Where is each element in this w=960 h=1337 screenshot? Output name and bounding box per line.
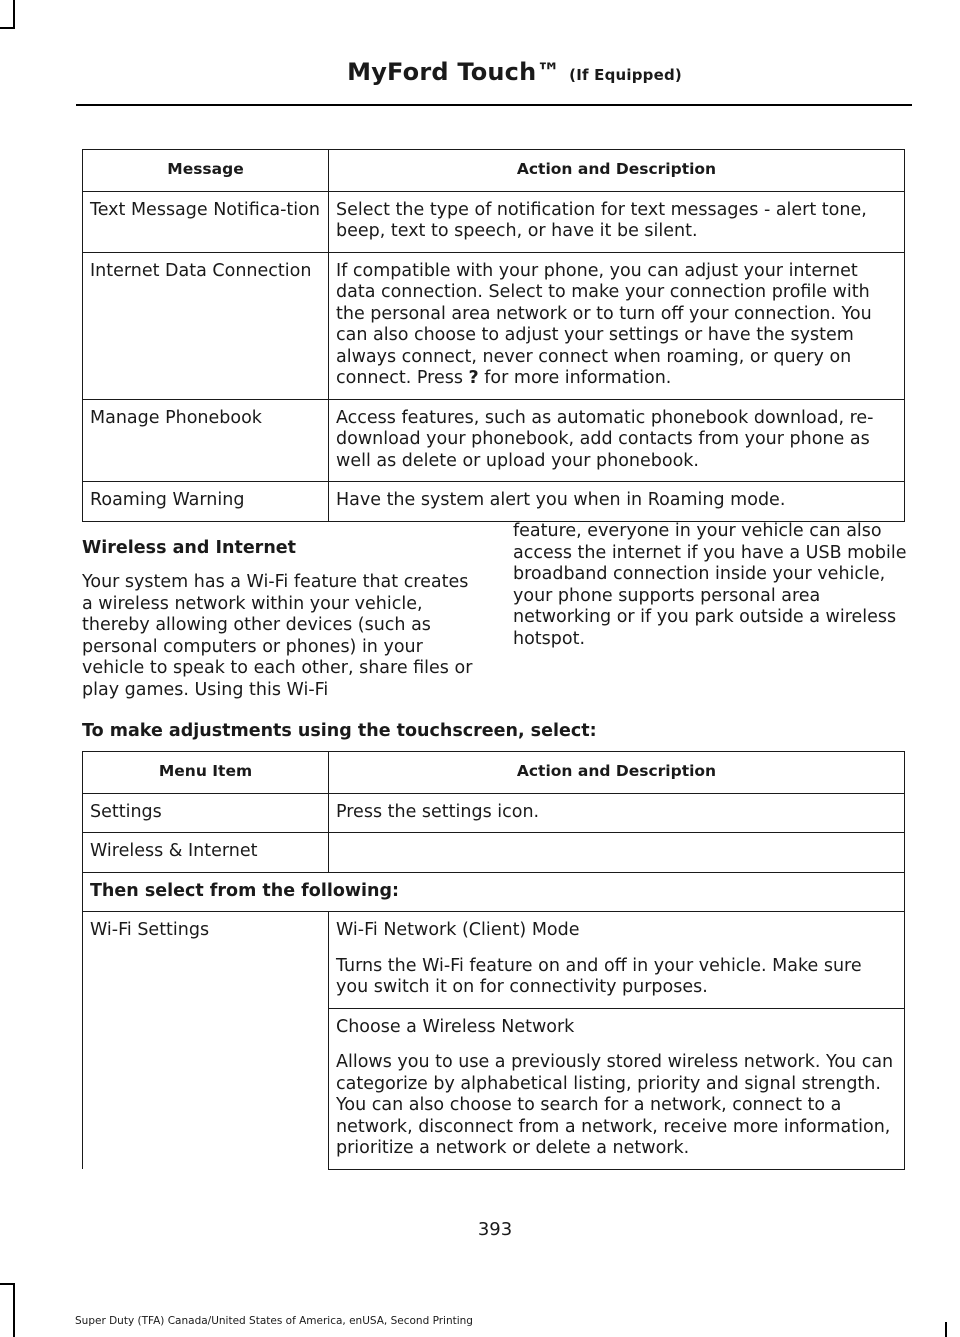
action-cell [329, 1008, 905, 1169]
column-header: Message [83, 150, 329, 192]
message-cell: Manage Phonebook [83, 399, 329, 482]
crop-mark [0, 27, 15, 29]
table-row [83, 793, 905, 833]
section-heading: Wireless and Internet [82, 538, 297, 558]
crop-mark [13, 0, 15, 27]
table-header-row [83, 150, 905, 192]
menu-item-cell: Wi-Fi Settings [83, 912, 329, 1170]
action-cell [329, 912, 905, 1009]
then-select-cell: Then select from the following: [83, 872, 905, 912]
crop-mark [13, 1283, 15, 1337]
table-row [83, 252, 905, 399]
menu-item-cell: Wireless & Internet [83, 833, 329, 873]
menu-table [82, 751, 905, 1170]
page-title [347, 58, 682, 86]
option-title: Wi-Fi Network (Client) Mode [336, 920, 580, 940]
table-row [83, 482, 905, 522]
action-cell [329, 833, 905, 873]
message-cell: Roaming Warning [83, 482, 329, 522]
action-cell: Press the settings icon. [329, 793, 905, 833]
crop-mark [945, 1322, 947, 1337]
table-row [83, 833, 905, 873]
action-cell: Access features, such as automatic phonebook download, re-download your phonebook, add contacts from your phone as well as delete or upload your phonebook. [329, 399, 905, 482]
table-row [83, 399, 905, 482]
page-title-main: MyFord Touch™ [347, 58, 561, 86]
message-cell: Text Message Notifica-tion [83, 191, 329, 252]
column-header: Menu Item [83, 752, 329, 794]
action-cell [329, 252, 905, 399]
table-row [83, 872, 905, 912]
action-text: If compatible with your phone, you can adjust your internet data connection. Select to make your connection profile with the personal area network or to turn off your connection. You can also choose to adjust your settings or have the system always connect, never connect when roaming, or query on connect. Press [336, 260, 872, 388]
action-cell: Have the system alert you when in Roaming mode. [329, 482, 905, 522]
menu-item-cell: Settings [83, 793, 329, 833]
option-title: Choose a Wireless Network [336, 1016, 575, 1037]
section-heading: To make adjustments using the touchscreen, select: [82, 721, 597, 741]
action-cell: Select the type of notification for text messages - alert tone, beep, text to speech, or have it be silent. [329, 191, 905, 252]
header-rule [76, 104, 912, 106]
page-number: 393 [477, 1219, 513, 1240]
option-description: Allows you to use a previously stored wireless network. You can categorize by alphabetical listing, priority and signal strength. You can also choose to search for a network, connect to a network, disconnect from a network, receive more information, prioritize a network or delete a network. [336, 1052, 894, 1158]
column-header: Action and Description [329, 150, 905, 192]
footer-text: Super Duty (TFA) Canada/United States of America, enUSA, Second Printing [75, 1315, 473, 1327]
crop-mark [0, 1283, 15, 1285]
body-text: Your system has a Wi-Fi feature that creates a wireless network within your vehicle, thereby allowing other devices (such as personal computers or phones) in your vehicle to speak to each other, share files or play games. Using this Wi-Fi [82, 572, 473, 700]
column-header: Action and Description [329, 752, 905, 794]
action-text: for more information. [484, 368, 672, 388]
table-header-row [83, 752, 905, 794]
option-description: Turns the Wi-Fi feature on and off in your vehicle. Make sure you switch it on for connectivity purposes. [336, 955, 862, 997]
message-cell: Internet Data Connection [83, 252, 329, 399]
message-table [82, 149, 905, 522]
body-text: feature, everyone in your vehicle can also access the internet if you have a USB mobile broadband connection inside your vehicle, your phone supports personal area networking or if you park outside a wireless hotspot. [513, 521, 907, 649]
table-row [83, 912, 905, 1009]
table-row [83, 191, 905, 252]
page-title-suffix: (If Equipped) [569, 66, 682, 84]
help-icon: ? [468, 368, 479, 388]
